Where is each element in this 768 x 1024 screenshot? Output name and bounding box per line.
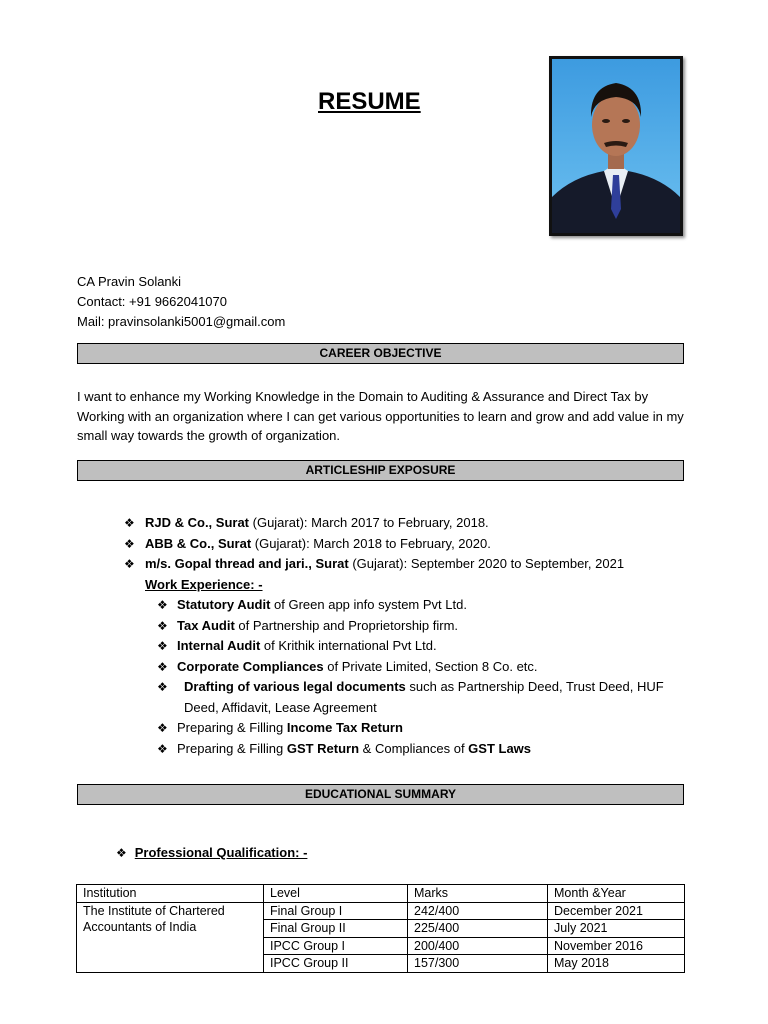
table-header-row: [77, 885, 685, 903]
resume-title: RESUME: [318, 88, 421, 115]
contact-phone: Contact: +91 9662041070: [77, 294, 227, 309]
table-cell: Final Group II: [264, 920, 408, 938]
firm-details: (Gujarat): March 2018 to February, 2020.: [251, 535, 491, 551]
list-item: [157, 677, 687, 718]
diamond-bullet-icon: ❖: [124, 516, 135, 530]
contact-block: [77, 272, 285, 332]
diamond-bullet-icon: ❖: [124, 557, 135, 571]
firm-name: RJD & Co., Surat: [145, 515, 250, 530]
list-item: [157, 616, 687, 637]
item-bold: Corporate Compliances: [177, 658, 324, 674]
item-bold: Income Tax Return: [286, 720, 403, 735]
diamond-bullet-icon: ❖: [116, 846, 127, 860]
table-cell: IPCC Group II: [264, 955, 408, 973]
institution-cell: The Institute of Chartered Accountants of India: [77, 902, 264, 972]
item-text: & Compliances of: [359, 740, 469, 756]
education-heading: EDUCATIONAL SUMMARY: [77, 784, 684, 805]
education-table: [76, 884, 685, 973]
table-row: [77, 902, 685, 920]
professional-qualification-label: Professional Qualification: -: [134, 845, 308, 860]
list-item: [157, 636, 687, 657]
contact-email: Mail: pravinsolanki5001@gmail.com: [77, 314, 286, 329]
articleship-list: [124, 513, 624, 575]
table-cell: May 2018: [548, 955, 685, 973]
firm-name: m/s. Gopal thread and jari., Surat: [145, 556, 349, 571]
candidate-name: CA Pravin Solanki: [77, 274, 182, 289]
item-text: of Private Limited, Section 8 Co. etc.: [323, 658, 538, 674]
firm-details: (Gujarat): September 2020 to September, 2021: [348, 556, 625, 571]
professional-qualification: [116, 843, 307, 863]
table-cell: December 2021: [548, 902, 685, 920]
list-item: [124, 534, 624, 555]
diamond-bullet-icon: ❖: [157, 598, 168, 612]
firm-details: (Gujarat): March 2017 to February, 2018.: [249, 515, 489, 530]
item-text: of Green app info system Pvt Ltd.: [270, 597, 467, 612]
diamond-bullet-icon: ❖: [157, 680, 168, 694]
list-item: [157, 657, 687, 678]
table-cell: Final Group I: [264, 902, 408, 920]
table-cell: November 2016: [548, 937, 685, 955]
work-experience-list: [157, 595, 687, 759]
item-bold: Tax Audit: [177, 617, 235, 633]
item-bold: GST Return: [286, 740, 360, 756]
list-item: [157, 718, 687, 739]
table-cell: IPCC Group I: [264, 937, 408, 955]
diamond-bullet-icon: ❖: [124, 536, 135, 551]
table-cell: 225/400: [408, 920, 548, 938]
table-cell: 157/300: [408, 955, 548, 973]
profile-photo: [549, 56, 683, 236]
item-bold: Statutory Audit: [177, 597, 271, 612]
table-header: Month &Year: [548, 885, 685, 903]
list-item: [157, 595, 687, 616]
firm-name: ABB & Co., Surat: [145, 535, 252, 551]
table-cell: 200/400: [408, 937, 548, 955]
item-text: such as Partnership Deed, Trust Deed, HUF Deed, Affidavit, Lease Agreement: [184, 679, 664, 715]
diamond-bullet-icon: ❖: [157, 639, 168, 653]
table-header: Marks: [408, 885, 548, 903]
table-header: Institution: [77, 885, 264, 903]
item-bold: Drafting of various legal documents: [184, 679, 406, 694]
item-text: Preparing & Filling: [177, 720, 287, 735]
item-bold: Internal Audit: [177, 638, 261, 653]
work-experience-label: Work Experience: -: [145, 577, 263, 592]
diamond-bullet-icon: ❖: [157, 741, 168, 756]
objective-paragraph: I want to enhance my Working Knowledge in the Domain to Auditing & Assurance and Direct Tax by Working with an organization where I can get various opportunities to learn and grow and add value in my small way towards the growth of organization.: [77, 389, 684, 443]
item-text: of Partnership and Proprietorship firm.: [234, 617, 459, 633]
item-text: Preparing & Filling: [177, 740, 287, 756]
table-cell: 242/400: [408, 902, 548, 920]
diamond-bullet-icon: ❖: [157, 659, 168, 674]
list-item: [124, 554, 624, 575]
diamond-bullet-icon: ❖: [157, 618, 168, 633]
table-header: Level: [264, 885, 408, 903]
item-text: of Krithik international Pvt Ltd.: [260, 638, 437, 653]
table-cell: July 2021: [548, 920, 685, 938]
articleship-heading: ARTICLESHIP EXPOSURE: [77, 460, 684, 481]
diamond-bullet-icon: ❖: [157, 721, 168, 735]
list-item: [124, 513, 624, 534]
item-bold: GST Laws: [468, 740, 532, 756]
career-objective-heading: CAREER OBJECTIVE: [77, 343, 684, 364]
list-item: [157, 739, 687, 760]
